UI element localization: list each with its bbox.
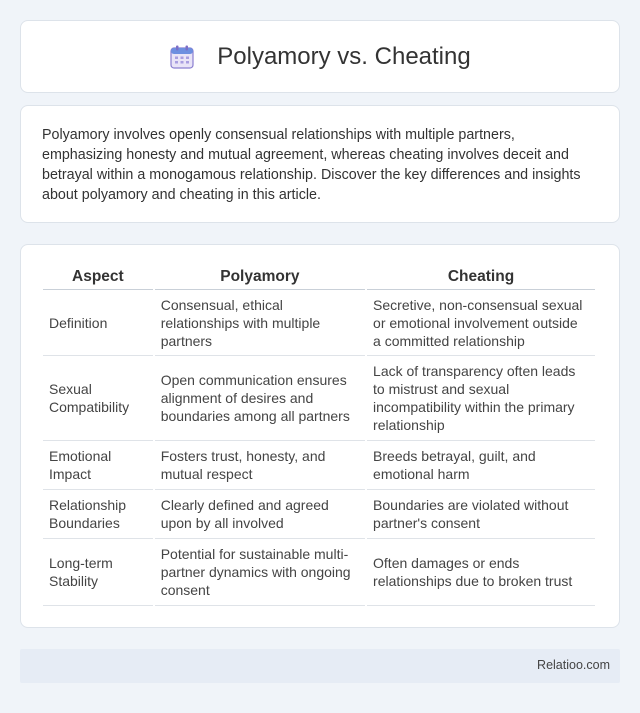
cell-polyamory: Consensual, ethical relationships with multiple partners bbox=[155, 290, 365, 356]
cell-aspect: Definition bbox=[43, 290, 153, 356]
cell-cheating: Boundaries are violated without partner's consent bbox=[367, 490, 595, 539]
page-title bbox=[169, 43, 470, 71]
table-row bbox=[43, 490, 595, 539]
table-row bbox=[43, 441, 595, 490]
intro-card bbox=[20, 105, 620, 223]
cell-aspect: Emotional Impact bbox=[43, 441, 153, 490]
cell-polyamory: Potential for sustainable multi-partner dynamics with ongoing consent bbox=[155, 539, 365, 606]
cell-polyamory: Fosters trust, honesty, and mutual respect bbox=[155, 441, 365, 490]
footer-brand[interactable]: Relatioo.com bbox=[537, 658, 610, 672]
footer bbox=[20, 649, 620, 683]
cell-cheating: Secretive, non-consensual sexual or emotional involvement outside a committed relationship bbox=[367, 290, 595, 356]
header-polyamory: Polyamory bbox=[155, 265, 365, 290]
title-card bbox=[20, 20, 620, 93]
table-row bbox=[43, 290, 595, 356]
cell-polyamory: Clearly defined and agreed upon by all involved bbox=[155, 490, 365, 539]
header-cheating: Cheating bbox=[367, 265, 595, 290]
table-row bbox=[43, 356, 595, 441]
cell-aspect: Long-term Stability bbox=[43, 539, 153, 606]
intro-text: Polyamory involves openly consensual relationships with multiple partners, emphasizing honesty and mutual agreement, whereas cheating involves deceit and betrayal within a monogamous relationship. Discover the key differences and insights about polyamory and cheating in this article. bbox=[42, 127, 581, 203]
cell-aspect: Sexual Compatibility bbox=[43, 356, 153, 441]
cell-aspect: Relationship Boundaries bbox=[43, 490, 153, 539]
table-row bbox=[43, 539, 595, 606]
comparison-table bbox=[41, 265, 597, 606]
header-aspect: Aspect bbox=[43, 265, 153, 290]
page-title-text: Polyamory vs. Cheating bbox=[217, 42, 471, 70]
calendar-icon bbox=[169, 44, 195, 70]
cell-cheating: Often damages or ends relationships due to broken trust bbox=[367, 539, 595, 606]
cell-cheating: Lack of transparency often leads to mistrust and sexual incompatibility within the primary relationship bbox=[367, 356, 595, 441]
table-header-row bbox=[43, 265, 595, 290]
cell-polyamory: Open communication ensures alignment of desires and boundaries among all partners bbox=[155, 356, 365, 441]
comparison-card bbox=[20, 244, 620, 628]
cell-cheating: Breeds betrayal, guilt, and emotional harm bbox=[367, 441, 595, 490]
